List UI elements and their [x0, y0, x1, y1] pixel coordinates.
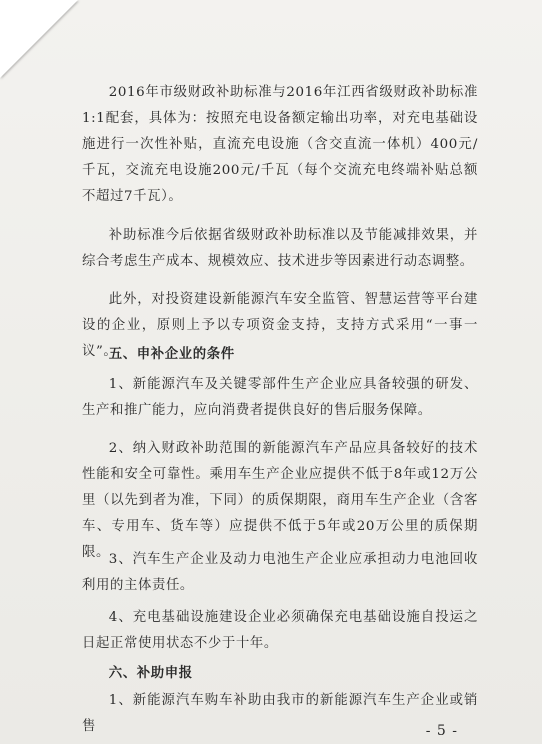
- section-heading-conditions: [82, 341, 478, 367]
- list-item: [82, 605, 478, 657]
- page-number: - 5 -: [425, 723, 458, 739]
- list-item-text: 3、汽车生产企业及动力电池生产企业应承担动力电池回收利用的主体责任。: [82, 552, 478, 593]
- list-item: [82, 688, 478, 740]
- list-item-text: 1、新能源汽车购车补助由我市的新能源汽车生产企业或销售: [82, 693, 478, 734]
- section-heading-text: 五、申补企业的条件: [108, 346, 235, 362]
- list-item-text: 4、充电基础设施建设企业必须确保充电基础设施自投运之日起正常使用状态不少于十年。: [82, 610, 478, 651]
- paragraph-subsidy-standard: [82, 80, 478, 210]
- list-item: [82, 547, 478, 599]
- paragraph-dynamic-adjustment: [82, 223, 478, 275]
- paragraph-text: 补助标准今后依据省级财政补助标准以及节能减排效果，并综合考虑生产成本、规模效应、技术进步等因素进行动态调整。: [82, 228, 478, 269]
- paragraph-text: 2016年市级财政补助标准与2016年江西省级财政补助标准1:1配套，具体为：按照充电设备额定输出功率，对充电基础设施进行一次性补贴，直流充电设施（含交直流一体机）400元/千瓦，交流充电设施200元/千瓦（每个交流充电终端补贴总额不超过7千瓦）。: [82, 85, 478, 204]
- paragraph-text: 此外，对投资建设新能源汽车安全监管、智慧运营等平台建设的企业，原则上予以专项资金支持，支持方式采用“一事一议”。: [82, 292, 478, 359]
- list-item-text: 2、纳入财政补助范围的新能源汽车产品应具备较好的技术性能和安全可靠性。乘用车生产企业应提供不低于8年或12万公里（以先到者为准，下同）的质保期限，商用车生产企业（含客车、专用车、货车等）应提供不低于5年或20万公里的质保期限。: [82, 441, 478, 560]
- list-item-text: 1、新能源汽车及关键零部件生产企业应具备较强的研发、生产和推广能力，应向消费者提供良好的售后服务保障。: [82, 377, 478, 418]
- page-corner-fold: [0, 0, 78, 78]
- section-heading-application: [82, 660, 478, 686]
- list-item: [82, 372, 478, 424]
- section-heading-text: 六、补助申报: [108, 665, 193, 681]
